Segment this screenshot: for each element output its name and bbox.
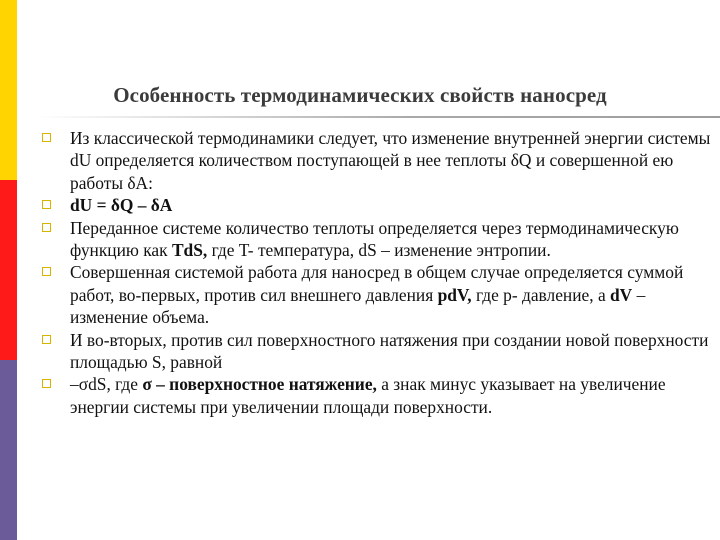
bullet-text-segment: – изменение объема. (70, 284, 646, 328)
bullet-item (42, 373, 712, 418)
bullet-item (42, 329, 712, 374)
bullet-text-segment: Из классической термодинамики следует, что изменение внутренней энергии системы dU определяется количеством поступающей в нее теплоты δQ и совершенной ею работы δA: (70, 128, 711, 193)
bullet-item (42, 217, 712, 262)
bullet-item (42, 194, 712, 216)
bullet-text-segment: pdV, (437, 284, 472, 305)
bullet-text-segment: где T- температура, dS – изменение энтропии. (207, 240, 551, 261)
decor-bar-purple (0, 360, 17, 540)
bullet-item (42, 127, 712, 194)
title-divider (35, 116, 720, 118)
bullet-text-segment: dV (610, 284, 633, 305)
bullet-text-segment: , где (106, 374, 143, 395)
bullet-list (42, 127, 712, 418)
bullet-text-segment: И во-вторых, против сил поверхностного натяжения при создании новой поверхности площадью S, равной (70, 329, 709, 373)
bullet-text-segment: –σdS (70, 374, 107, 395)
square-bullet-icon (42, 267, 51, 276)
square-bullet-icon (42, 223, 51, 232)
bullet-text-segment: TdS, (171, 240, 208, 261)
square-bullet-icon (42, 133, 51, 142)
bullet-text-segment: Совершенная системой работа для наносред в общем случае определяется суммой работ, во-первых, против сил внешнего давления (70, 262, 684, 305)
bullet-text-segment: dU = δQ – δA (70, 195, 173, 216)
square-bullet-icon (42, 379, 51, 388)
bullet-text-segment: а знак минус указывает на увеличение энергии системы при увеличении площади поверхности. (70, 374, 666, 417)
square-bullet-icon (42, 200, 51, 209)
slide-title: Особенность термодинамических свойств наносред (113, 83, 607, 107)
bullet-item (42, 261, 712, 328)
bullet-text-segment: σ – поверхностное натяжение, (142, 374, 377, 395)
square-bullet-icon (42, 335, 51, 344)
bullet-text-segment: Переданное системе количество теплоты определяется через термодинамическую функцию как (70, 217, 679, 261)
decor-bar-red (0, 180, 17, 360)
bullet-text-segment: где p- давление, а (471, 284, 611, 305)
